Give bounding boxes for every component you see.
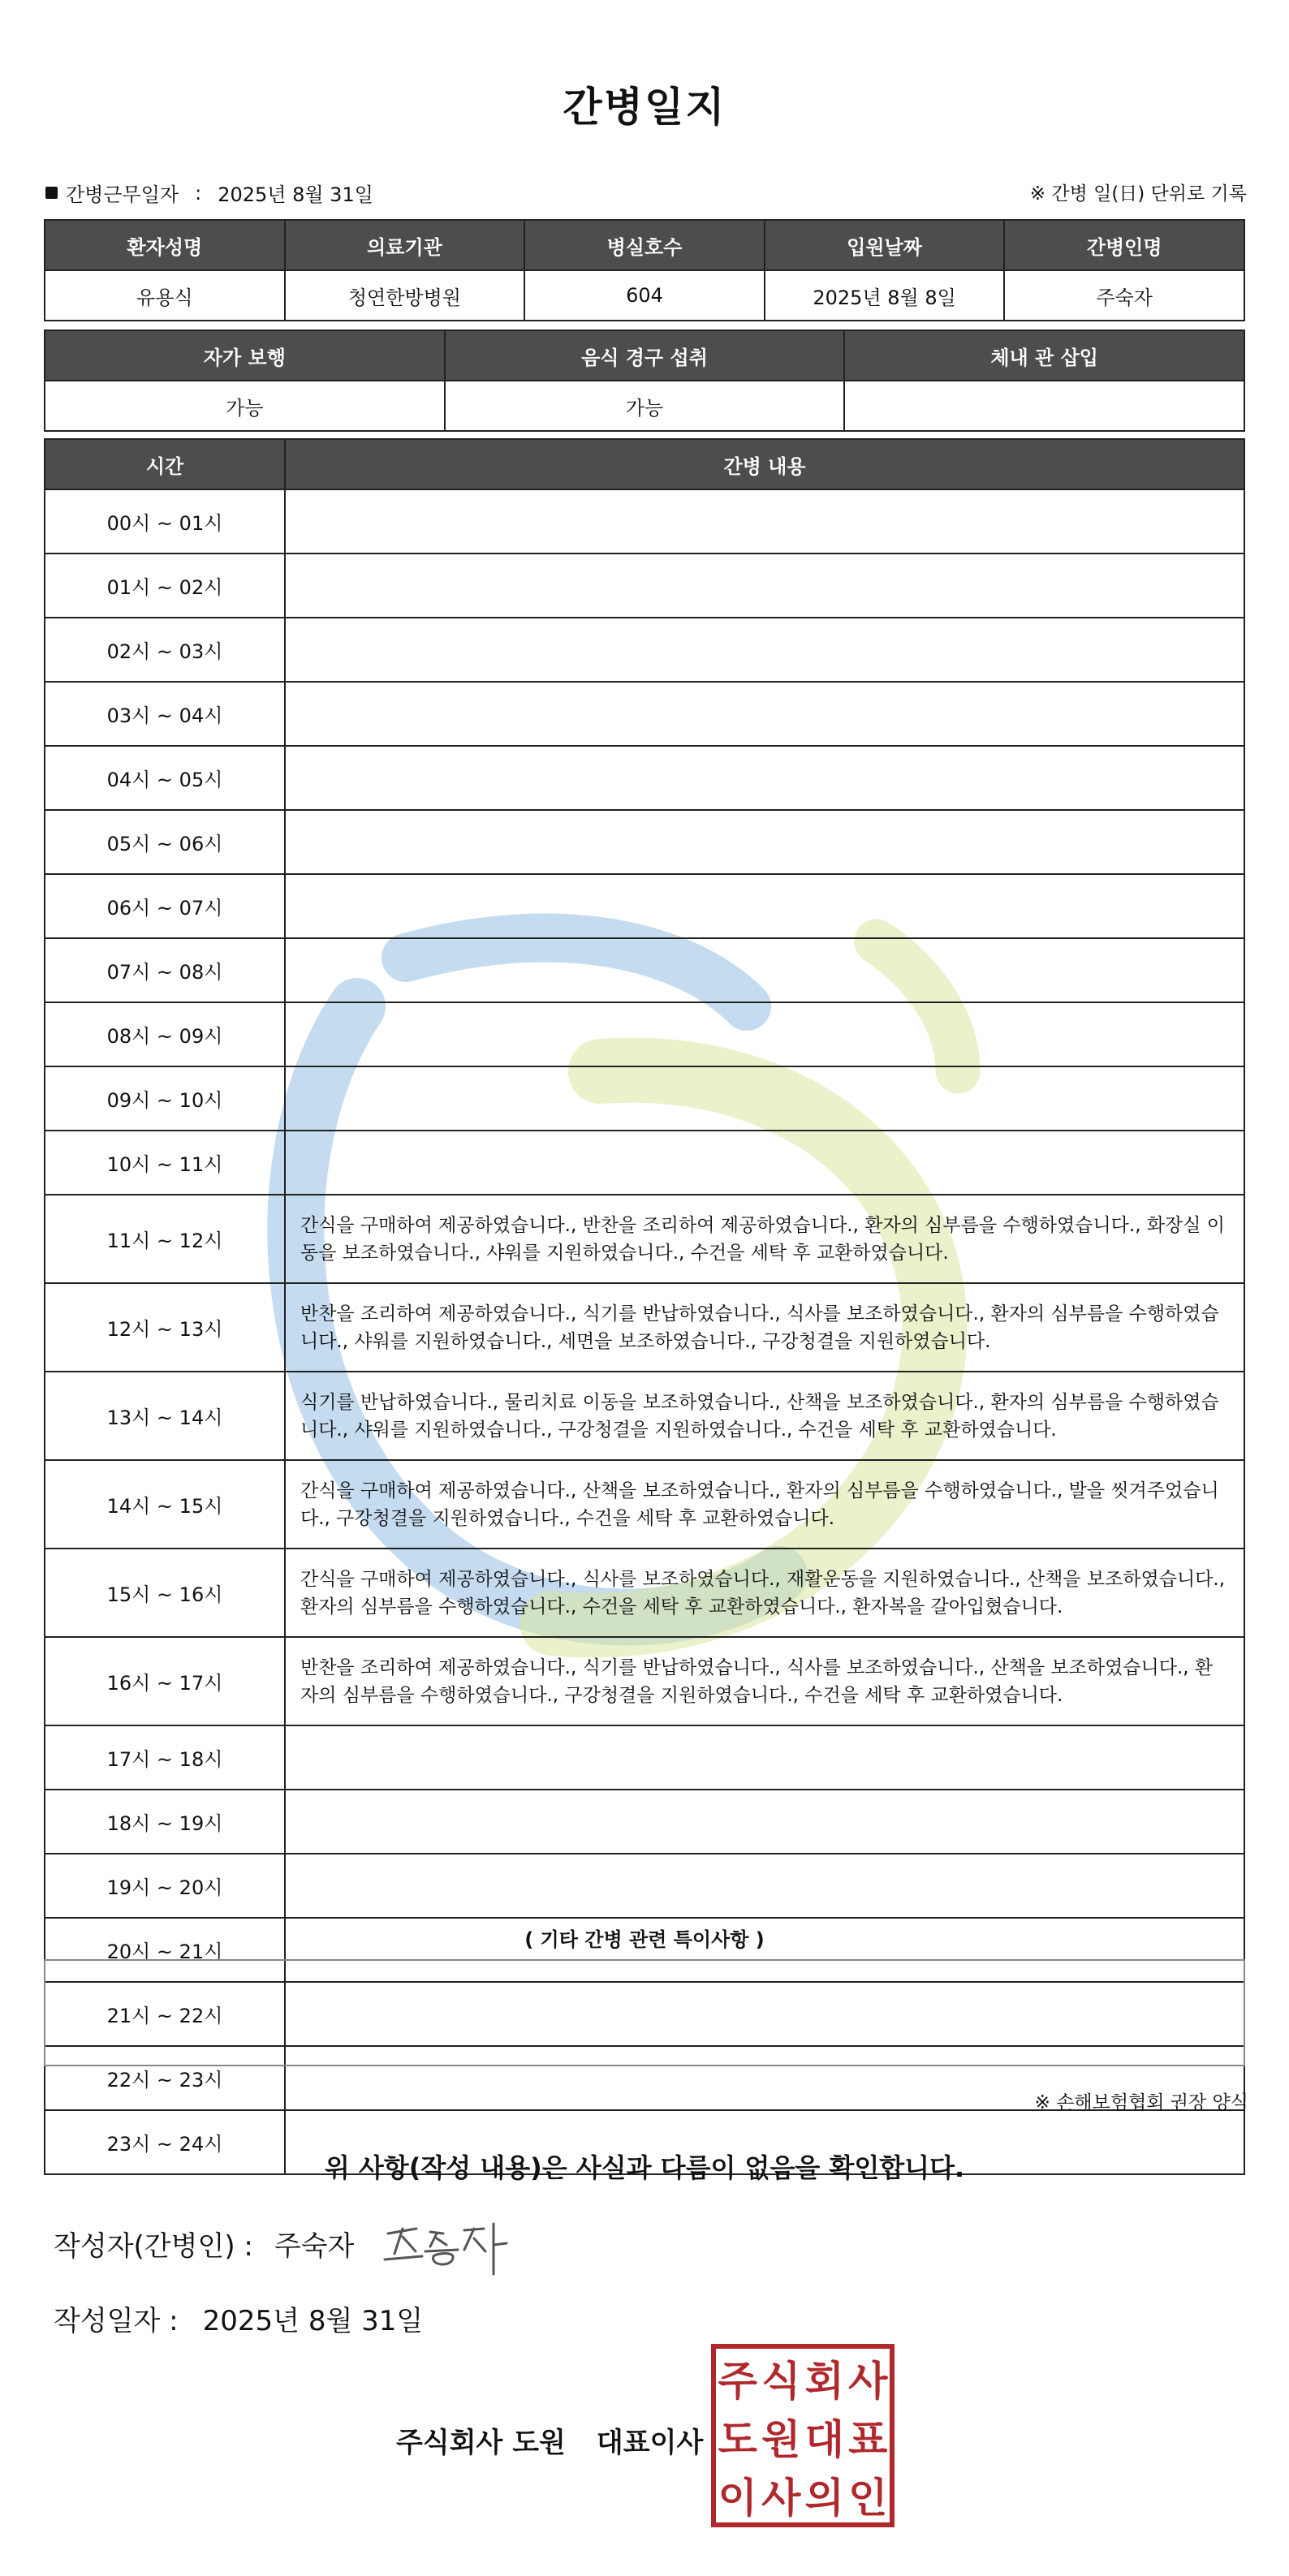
care-log-time: 01시 ~ 02시 <box>45 554 285 618</box>
care-log-content <box>285 489 1244 554</box>
value-patient-name: 유용식 <box>45 270 285 321</box>
care-log-content: 간식을 구매하여 제공하였습니다., 반찬을 조리하여 제공하였습니다., 환자의 심부름을 수행하였습니다., 화장실 이동을 보조하였습니다., 샤워를 지원하였습니다., 수건을 세탁 후 교환하였습니다. <box>285 1195 1244 1283</box>
written-date-line <box>54 2298 423 2338</box>
care-log-time: 13시 ~ 14시 <box>45 1372 285 1460</box>
care-log-time: 03시 ~ 04시 <box>45 682 285 746</box>
written-date-label: 작성일자 : <box>54 2305 179 2337</box>
header-patient-name: 환자성명 <box>45 220 285 270</box>
care-log-content <box>285 874 1244 938</box>
form-source-note: ※ 손해보험협회 권장 양식 <box>1034 2092 1248 2113</box>
header-care-content: 간병 내용 <box>285 439 1244 489</box>
care-log-content <box>285 938 1244 1002</box>
care-log-content <box>285 810 1244 874</box>
care-log-content: 반찬을 조리하여 제공하였습니다., 식기를 반납하였습니다., 식사를 보조하였습니다., 산책을 보조하였습니다., 환자의 심부름을 수행하였습니다., 구강청결을 지원하였습니다., 수건을 세탁 후 교환하였습니다. <box>285 1637 1244 1725</box>
care-log-time: 22시 ~ 23시 <box>45 2046 285 2110</box>
care-log-row <box>45 1790 1244 1854</box>
care-log-content <box>285 618 1244 682</box>
care-log-row <box>45 682 1244 746</box>
written-date-value: 2025년 8월 31일 <box>202 2305 424 2337</box>
care-log-row <box>45 554 1244 618</box>
seal-character: 도 <box>718 2415 757 2463</box>
care-log-row <box>45 810 1244 874</box>
work-date-separator: : <box>195 181 202 205</box>
seal-character: 이 <box>718 2474 757 2522</box>
care-log-row <box>45 489 1244 554</box>
confirmation-statement: 위 사항(작성 내용)은 사실과 다름이 없음을 확인합니다. <box>324 2152 965 2183</box>
value-self-walking: 가능 <box>45 381 445 431</box>
care-log-row <box>45 1549 1244 1637</box>
seal-character: 인 <box>848 2474 888 2522</box>
patient-info-value-row <box>45 270 1244 321</box>
bullet-square-icon <box>45 187 58 199</box>
patient-info-table <box>44 219 1245 321</box>
value-admission-date: 2025년 8월 8일 <box>765 270 1005 321</box>
care-log-time: 02시 ~ 03시 <box>45 618 285 682</box>
care-log-time: 14시 ~ 15시 <box>45 1460 285 1549</box>
header-oral-intake: 음식 경구 섭취 <box>445 330 845 381</box>
care-log-content <box>285 554 1244 618</box>
care-log-table <box>44 438 1245 2175</box>
patient-status-table <box>44 330 1245 432</box>
care-log-body <box>45 489 1244 2174</box>
header-tube-insertion: 체내 관 삽입 <box>844 330 1244 381</box>
care-log-time: 04시 ~ 05시 <box>45 746 285 810</box>
work-date-line <box>45 179 373 207</box>
company-seal-stamp <box>711 2344 895 2527</box>
care-log-content <box>285 1854 1244 1918</box>
care-log-content <box>285 1790 1244 1854</box>
care-log-row <box>45 1131 1244 1195</box>
care-log-row <box>45 746 1244 810</box>
care-log-time: 06시 ~ 07시 <box>45 874 285 938</box>
document-title: 간병일지 <box>563 84 726 131</box>
value-hospital: 청연한방병원 <box>285 270 525 321</box>
patient-status-value-row <box>45 381 1244 431</box>
care-log-time: 20시 ~ 21시 <box>45 1918 285 1982</box>
care-log-time: 16시 ~ 17시 <box>45 1637 285 1725</box>
seal-character: 대 <box>804 2415 844 2463</box>
care-log-content: 간식을 구매하여 제공하였습니다., 산책을 보조하였습니다., 환자의 심부름을 수행하였습니다., 발을 씻겨주었습니다., 구강청결을 지원하였습니다., 수건을 세탁 후 교환하였습니다. <box>285 1460 1244 1549</box>
seal-character: 원 <box>761 2415 801 2463</box>
patient-info-header-row <box>45 220 1244 270</box>
care-log-row <box>45 1283 1244 1372</box>
care-log-time: 18시 ~ 19시 <box>45 1790 285 1854</box>
header-hospital: 의료기관 <box>285 220 525 270</box>
care-log-time: 15시 ~ 16시 <box>45 1549 285 1637</box>
company-role: 대표이사 <box>596 2427 704 2459</box>
care-log-row <box>45 1195 1244 1283</box>
care-log-row <box>45 1460 1244 1549</box>
care-log-time: 07시 ~ 08시 <box>45 938 285 1002</box>
header-time: 시간 <box>45 439 285 489</box>
remarks-box <box>44 1959 1245 2066</box>
record-unit-note: ※ 간병 일(日) 단위로 기록 <box>1029 183 1247 205</box>
care-log-content: 반찬을 조리하여 제공하였습니다., 식기를 반납하였습니다., 식사를 보조하였습니다., 환자의 심부름을 수행하였습니다., 샤워를 지원하였습니다., 세면을 보조하였습니다., 구강청결을 지원하였습니다. <box>285 1283 1244 1372</box>
care-log-row <box>45 938 1244 1002</box>
care-log-time: 23시 ~ 24시 <box>45 2110 285 2174</box>
value-tube-insertion <box>844 381 1244 431</box>
care-log-time: 05시 ~ 06시 <box>45 810 285 874</box>
work-date-label: 간병근무일자 <box>66 183 179 206</box>
header-admission-date: 입원날짜 <box>765 220 1005 270</box>
care-log-time: 17시 ~ 18시 <box>45 1725 285 1790</box>
care-log-time: 11시 ~ 12시 <box>45 1195 285 1283</box>
care-log-content <box>285 1066 1244 1131</box>
handwritten-signature <box>380 2209 518 2282</box>
writer-line <box>54 2224 354 2264</box>
care-log-time: 09시 ~ 10시 <box>45 1066 285 1131</box>
value-caregiver-name: 주숙자 <box>1004 270 1244 321</box>
seal-character: 회 <box>804 2357 844 2405</box>
care-log-time: 12시 ~ 13시 <box>45 1283 285 1372</box>
care-log-row <box>45 874 1244 938</box>
header-caregiver-name: 간병인명 <box>1004 220 1244 270</box>
seal-character: 사 <box>761 2474 801 2522</box>
care-log-content <box>285 682 1244 746</box>
seal-character: 표 <box>848 2415 888 2463</box>
care-log-content <box>285 1002 1244 1066</box>
value-oral-intake: 가능 <box>445 381 845 431</box>
seal-character: 주 <box>718 2357 757 2405</box>
seal-character: 식 <box>761 2357 801 2405</box>
care-log-content: 간식을 구매하여 제공하였습니다., 식사를 보조하였습니다., 재활운동을 지원하였습니다., 산책을 보조하였습니다., 환자의 심부름을 수행하였습니다., 수건을 세탁 후 교환하였습니다., 환자복을 갈아입혔습니다. <box>285 1549 1244 1637</box>
care-log-header-row <box>45 439 1244 489</box>
work-date-value: 2025년 8월 31일 <box>218 183 373 206</box>
header-room-number: 병실호수 <box>524 220 765 270</box>
care-log-time: 19시 ~ 20시 <box>45 1854 285 1918</box>
seal-grid <box>711 2344 895 2527</box>
care-log-row <box>45 1066 1244 1131</box>
care-log-row <box>45 1725 1244 1790</box>
company-name: 주식회사 도원 <box>396 2427 566 2459</box>
care-log-row <box>45 1854 1244 1918</box>
writer-label: 작성자(간병인) : <box>54 2230 253 2263</box>
care-log-row <box>45 1372 1244 1460</box>
seal-character: 사 <box>848 2357 888 2405</box>
care-log-time: 10시 ~ 11시 <box>45 1131 285 1195</box>
writer-name: 주숙자 <box>274 2230 355 2263</box>
care-log-time: 00시 ~ 01시 <box>45 489 285 554</box>
care-log-row <box>45 1637 1244 1725</box>
seal-character: 의 <box>804 2474 844 2522</box>
care-log-content <box>285 1131 1244 1195</box>
value-room-number: 604 <box>524 270 765 321</box>
company-line <box>396 2420 703 2460</box>
care-log-content <box>285 1725 1244 1790</box>
remarks-title: ( 기타 간병 관련 특이사항 ) <box>524 1928 765 1951</box>
patient-status-header-row <box>45 330 1244 381</box>
care-log-time: 21시 ~ 22시 <box>45 1982 285 2046</box>
care-log-time: 08시 ~ 09시 <box>45 1002 285 1066</box>
care-log-content <box>285 746 1244 810</box>
care-log-row <box>45 1002 1244 1066</box>
care-log-row <box>45 618 1244 682</box>
header-self-walking: 자가 보행 <box>45 330 445 381</box>
care-log-content: 식기를 반납하였습니다., 물리치료 이동을 보조하였습니다., 산책을 보조하였습니다., 환자의 심부름을 수행하였습니다., 샤워를 지원하였습니다., 구강청결을 지원하였습니다., 수건을 세탁 후 교환하였습니다. <box>285 1372 1244 1460</box>
